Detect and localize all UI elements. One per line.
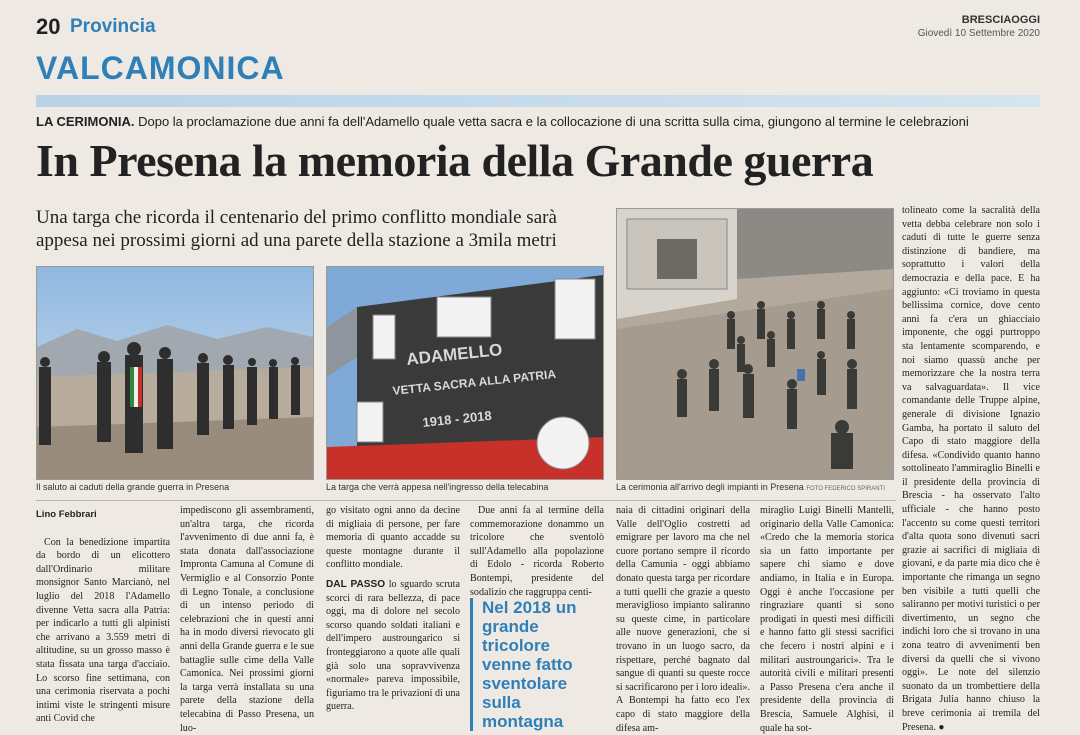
column-3-text-a: go visitato ogni anno da decine di migliaia di persone, per fare memoria di quanto accadde su queste montagne durante il conflitto mondiale. xyxy=(326,505,460,571)
column-2-text: impediscono gli assembramenti, un'altra targa, che ricorda l'avvenimento di due anni fa, è stata donata dall'associazione Impronta Camuna al Comune di Vermiglio e al Consorzio Ponte di Legno Tonale, a conclusione di un intenso periodo di celebrazioni che in questi anni ha in modo diversi rievocato gli anni della Grande guerra e le sue battaglie sulle cime della Valle Camonica. Nei prossimi giorni la targa verrà installata su una parete della stazione della telecabina di Passo Presena, un luo- xyxy=(180,505,314,734)
caption-right-text: La cerimonia all'arrivo degli impianti in Presena xyxy=(616,482,804,492)
newspaper-name: BRESCIAOGGI xyxy=(961,14,1040,26)
caption-right xyxy=(616,482,885,492)
kicker-label: LA CERIMONIA. xyxy=(36,114,135,129)
column-5-text: naia di cittadini originari della Valle dell'Oglio costretti ad emigrare per lavoro ma che nel cuore portano sempre il ricordo della Camunia - oggi abbiamo donato questa targa per ricordare a tutti quelli che grazie a questo meraviglioso impianto saliranno su queste cime, in particolare alle nuove generazioni, che si trovano in un luogo sacro, da rispettare, perché bagnato dal sangue di quanti su queste rocce si sacrificarono per i loro ideali». A Bontempi ha fatto eco l'ex capo di stato maggiore della difesa am- xyxy=(616,505,750,734)
photo-plaque xyxy=(326,266,604,480)
divider xyxy=(36,500,896,501)
column-1 xyxy=(36,508,170,726)
column-7-text: tolineato come la sacralità della vetta debba celebrare non solo i caduti di tutte le guerre senza distinzione di bandiere, ma soprattutto i valori della democrazia e della pace. E ha aggiunto: «Ci troviamo in questa bellissima cornice, dove cento anni fa c'era un ghiacciaio imponente, che oggi purtroppo sta lentamente scomparendo, e noi siamo quassù anche per memorizzare che la nostra terra va salvaguardata». Il vice comandante delle Truppe alpine, generale di divisione Ignazio Gamba, ha portato il saluto del Capo di stato maggiore della difesa. «Condivido quanto hanno sottolineato l'ammiraglio Binelli e il presidente della provincia di Brescia - ha osservato l'alto ufficiale - che hanno posto l'accento su come questi territori d'alta quota sono divenuti sacri grazie ai sacrifici di migliaia di giovani, e da parte mia dico che è importante che rimanga un segno ben visibile a tutti quelli che saliranno per motivi turistici o per divertimento, un segno che indichi loro che si trovano in una zona teatro di avvenimenti ben diversi da quelli che si vivono oggi». Le note del silenzio suonato da un trombettiere della Brigata Julia hanno chiuso la breve cerimonia ai tremila del Presena. ● xyxy=(902,205,1040,733)
photo-ceremony-salute xyxy=(36,266,314,480)
pull-quote: Nel 2018 un grande tricolore venne fatto sventolare sulla montagna xyxy=(470,598,602,731)
photo-cable-car-ceremony-image xyxy=(617,209,893,479)
column-3-paragraph xyxy=(326,578,460,714)
caption-left: Il saluto ai caduti della grande guerra in Presena xyxy=(36,482,230,492)
column-2 xyxy=(180,504,314,735)
photo-ceremony-salute-image xyxy=(37,267,313,479)
column-6-text: miraglio Luigi Binelli Mantelli, originario della Valle Camonica: «Credo che la memoria storica sia un fatto importante per sapere chi siamo e dove andiamo, in Italia e in Europa. Oggi è anche l'occasione per ringraziare quanti si sono prodigati in questi mesi difficili e hanno fatto gli stessi sacrifici che fecero i nostri alpini e i militari austroungarici». Tra le autorità civili e militari presenti a Passo Presena c'era anche il presidente della provincia di Brescia, Samuele Alghisi, il quale ha sot- xyxy=(760,505,894,734)
plaque-title: ADAMELLO xyxy=(405,340,504,369)
column-3-text-b: lo sguardo scruta scorci di rara bellezza, di pace oggi, ma di dolore nel secolo scorso quando soldati italiani e dell'impero austroungarico si fronteggiarono a quote alle quali già solo una sopravvivenza «normale» pareva impossibile, figuriamo tra le privazioni di una guerra. xyxy=(326,578,460,713)
kicker xyxy=(36,114,1040,129)
headline: In Presena la memoria della Grande guerra xyxy=(36,135,874,186)
column-1-text: Con la benedizione impartita da bordo di un elicottero dall'Ordinario militare monsignor Santo Marcianò, nel luglio del 2018 l'Adamello divenne Vetta sacra alla Patria: per indicarlo a tutti gli alpinisti che arrivano a 3.559 metri di altitudine, su un grosso masso è stata fissata una targa d'acciaio. Lo scorso fine settimana, con una cerimonia riservata a pochi intimi viste le stringenti misure anti Covid che xyxy=(36,536,170,725)
caption-center: La targa che verrà appesa nell'ingresso della telecabina xyxy=(326,482,549,492)
section-name: Provincia xyxy=(70,16,156,37)
plaque-years: 1918 - 2018 xyxy=(421,407,493,430)
photo-plaque-image xyxy=(327,267,603,479)
plaque-subtitle: VETTA SACRA ALLA PATRIA xyxy=(391,366,557,398)
issue-date: Giovedì 10 Settembre 2020 xyxy=(917,28,1040,39)
column-6 xyxy=(760,504,894,735)
section-band xyxy=(36,95,1040,107)
kicker-text: Dopo la proclamazione due anni fa dell'Adamello quale vetta sacra e la collocazione di una scritta sulla cima, giungono al termine le celebrazioni xyxy=(138,114,969,129)
column-7 xyxy=(902,204,1040,734)
column-4-text: Due anni fa al termine della commemorazione donammo un tricolore che sventolò sull'Adamello alla popolazione di Edolo - ricorda Roberto Bontempi, presidente del sodalizio che raggruppa centi- xyxy=(470,505,604,598)
subheadline: Una targa che ricorda il centenario del primo conflitto mondiale sarà appesa nei prossimi giorni ad una parete della stazione a 3mila metri xyxy=(36,207,557,251)
column-5 xyxy=(616,504,750,735)
page-header xyxy=(36,14,1040,42)
photo-cable-car-ceremony xyxy=(616,208,894,480)
column-3 xyxy=(326,504,460,714)
column-3-label: DAL PASSO xyxy=(326,578,386,590)
region-title: VALCAMONICA xyxy=(36,50,285,86)
byline: Lino Febbrari xyxy=(36,509,97,520)
page-number: 20 xyxy=(36,14,61,39)
column-4 xyxy=(470,504,604,599)
photo-credit: FOTO FEDERICO SPIRANTI xyxy=(806,486,885,492)
